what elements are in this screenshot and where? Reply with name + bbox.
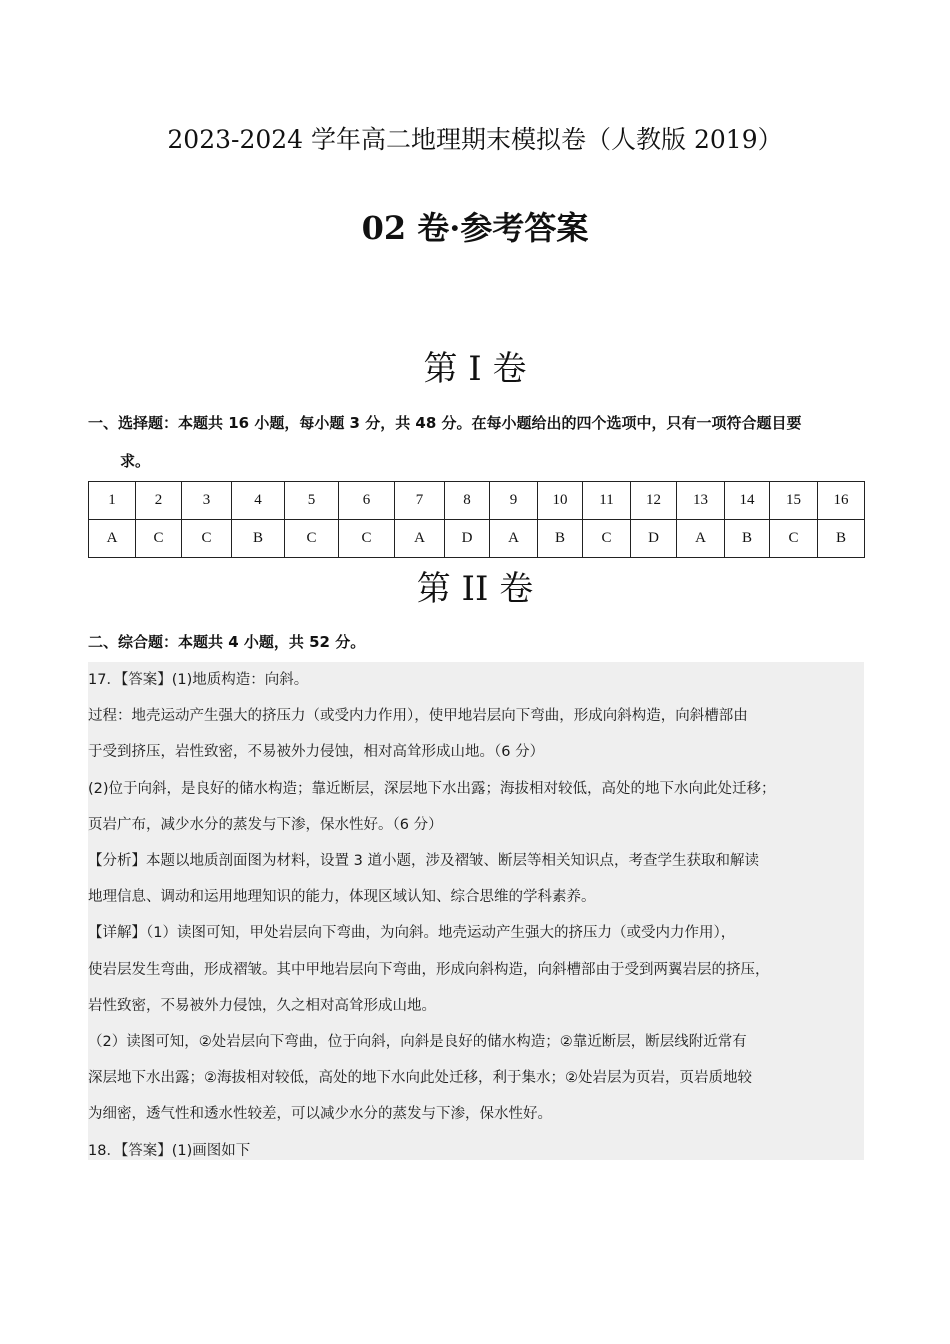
question-number: 8 <box>445 482 490 520</box>
section1-line1: 一、选择题：本题共 16 小题，每小题 3 分，共 48 分。在每小题给出的四个选项中，只有一项符合题目要 <box>88 414 802 432</box>
answer-cell: A <box>677 520 725 558</box>
question-number: 4 <box>232 482 285 520</box>
question-number: 14 <box>725 482 770 520</box>
section2-instructions: 二、综合题：本题共 4 小题，共 52 分。 <box>88 633 366 651</box>
answer-cell: C <box>339 520 395 558</box>
answer-cell: D <box>631 520 677 558</box>
part1-heading: 第 I 卷 <box>423 349 527 389</box>
question-number: 5 <box>285 482 339 520</box>
document-subtitle: 02 卷·参考答案 <box>361 209 589 247</box>
answer-cell: D <box>445 520 490 558</box>
question-number-row <box>89 482 865 520</box>
answer-line: 18．【答案】(1)画图如下 <box>88 1142 251 1159</box>
explanation-line: 深层地下水出露；②海拔相对较低，高处的地下水向此处迁移，利于集水；②处岩层为页岩，页岩质地较 <box>88 1070 752 1087</box>
section1-instructions <box>88 404 868 480</box>
explanation-line: （2）读图可知，②处岩层向下弯曲，位于向斜，向斜是良好的储水构造；②靠近断层，断层线附近常有 <box>88 1034 747 1051</box>
question-number: 13 <box>677 482 725 520</box>
explanation-line: 【详解】（1）读图可知，甲处岩层向下弯曲，为向斜。地壳运动产生强大的挤压力（或受内力作用）， <box>88 925 736 942</box>
answer-line: 于受到挤压，岩性致密，不易被外力侵蚀，相对高耸形成山地。（6 分） <box>88 744 545 761</box>
answer-line: 过程：地壳运动产生强大的挤压力（或受内力作用），使甲地岩层向下弯曲，形成向斜构造，向斜槽部由 <box>88 708 748 725</box>
answer-cell: C <box>770 520 818 558</box>
explanation-line: 岩性致密，不易被外力侵蚀，久之相对高耸形成山地。 <box>88 997 436 1014</box>
question-number: 15 <box>770 482 818 520</box>
question-number: 6 <box>339 482 395 520</box>
answer-line: 17．【答案】(1)地质构造：向斜。 <box>88 672 309 688</box>
question-number: 9 <box>490 482 538 520</box>
question-number: 10 <box>538 482 583 520</box>
analysis-line: 地理信息、调动和运用地理知识的能力，体现区域认知、综合思维的学科素养。 <box>88 889 596 906</box>
question-number: 11 <box>583 482 631 520</box>
answer-cell: B <box>818 520 865 558</box>
explanation-line: 为细密，透气性和透水性较差，可以减少水分的蒸发与下渗，保水性好。 <box>88 1106 552 1123</box>
answer-cell: C <box>583 520 631 558</box>
answer-cell: C <box>285 520 339 558</box>
document-title: 2023-2024 学年高二地理期末模拟卷（人教版 2019） <box>167 125 783 154</box>
answer-cell: B <box>232 520 285 558</box>
answer-cell: A <box>395 520 445 558</box>
answer-explanation <box>88 662 864 1160</box>
question-number: 3 <box>182 482 232 520</box>
answer-cell: B <box>725 520 770 558</box>
question-number: 1 <box>89 482 136 520</box>
answer-cell: A <box>490 520 538 558</box>
question-number: 2 <box>136 482 182 520</box>
answer-table <box>88 481 865 558</box>
answer-row <box>89 520 865 558</box>
answer-cell: A <box>89 520 136 558</box>
section1-line2: 求。 <box>120 452 151 470</box>
question-number: 16 <box>818 482 865 520</box>
question-number: 12 <box>631 482 677 520</box>
answer-cell: C <box>136 520 182 558</box>
answer-line: (2)位于向斜，是良好的储水构造；靠近断层，深层地下水出露；海拔相对较低，高处的地下水向此处迁移； <box>88 780 776 797</box>
explanation-line: 使岩层发生弯曲，形成褶皱。其中甲地岩层向下弯曲，形成向斜构造，向斜槽部由于受到两翼岩层的挤压， <box>88 961 770 978</box>
answer-cell: C <box>182 520 232 558</box>
answer-cell: B <box>538 520 583 558</box>
question-number: 7 <box>395 482 445 520</box>
part2-heading: 第 II 卷 <box>416 569 534 609</box>
answer-line: 页岩广布，减少水分的蒸发与下渗，保水性好。（6 分） <box>88 816 443 833</box>
analysis-line: 【分析】本题以地质剖面图为材料，设置 3 道小题，涉及褶皱、断层等相关知识点，考查学生获取和解读 <box>88 853 759 870</box>
